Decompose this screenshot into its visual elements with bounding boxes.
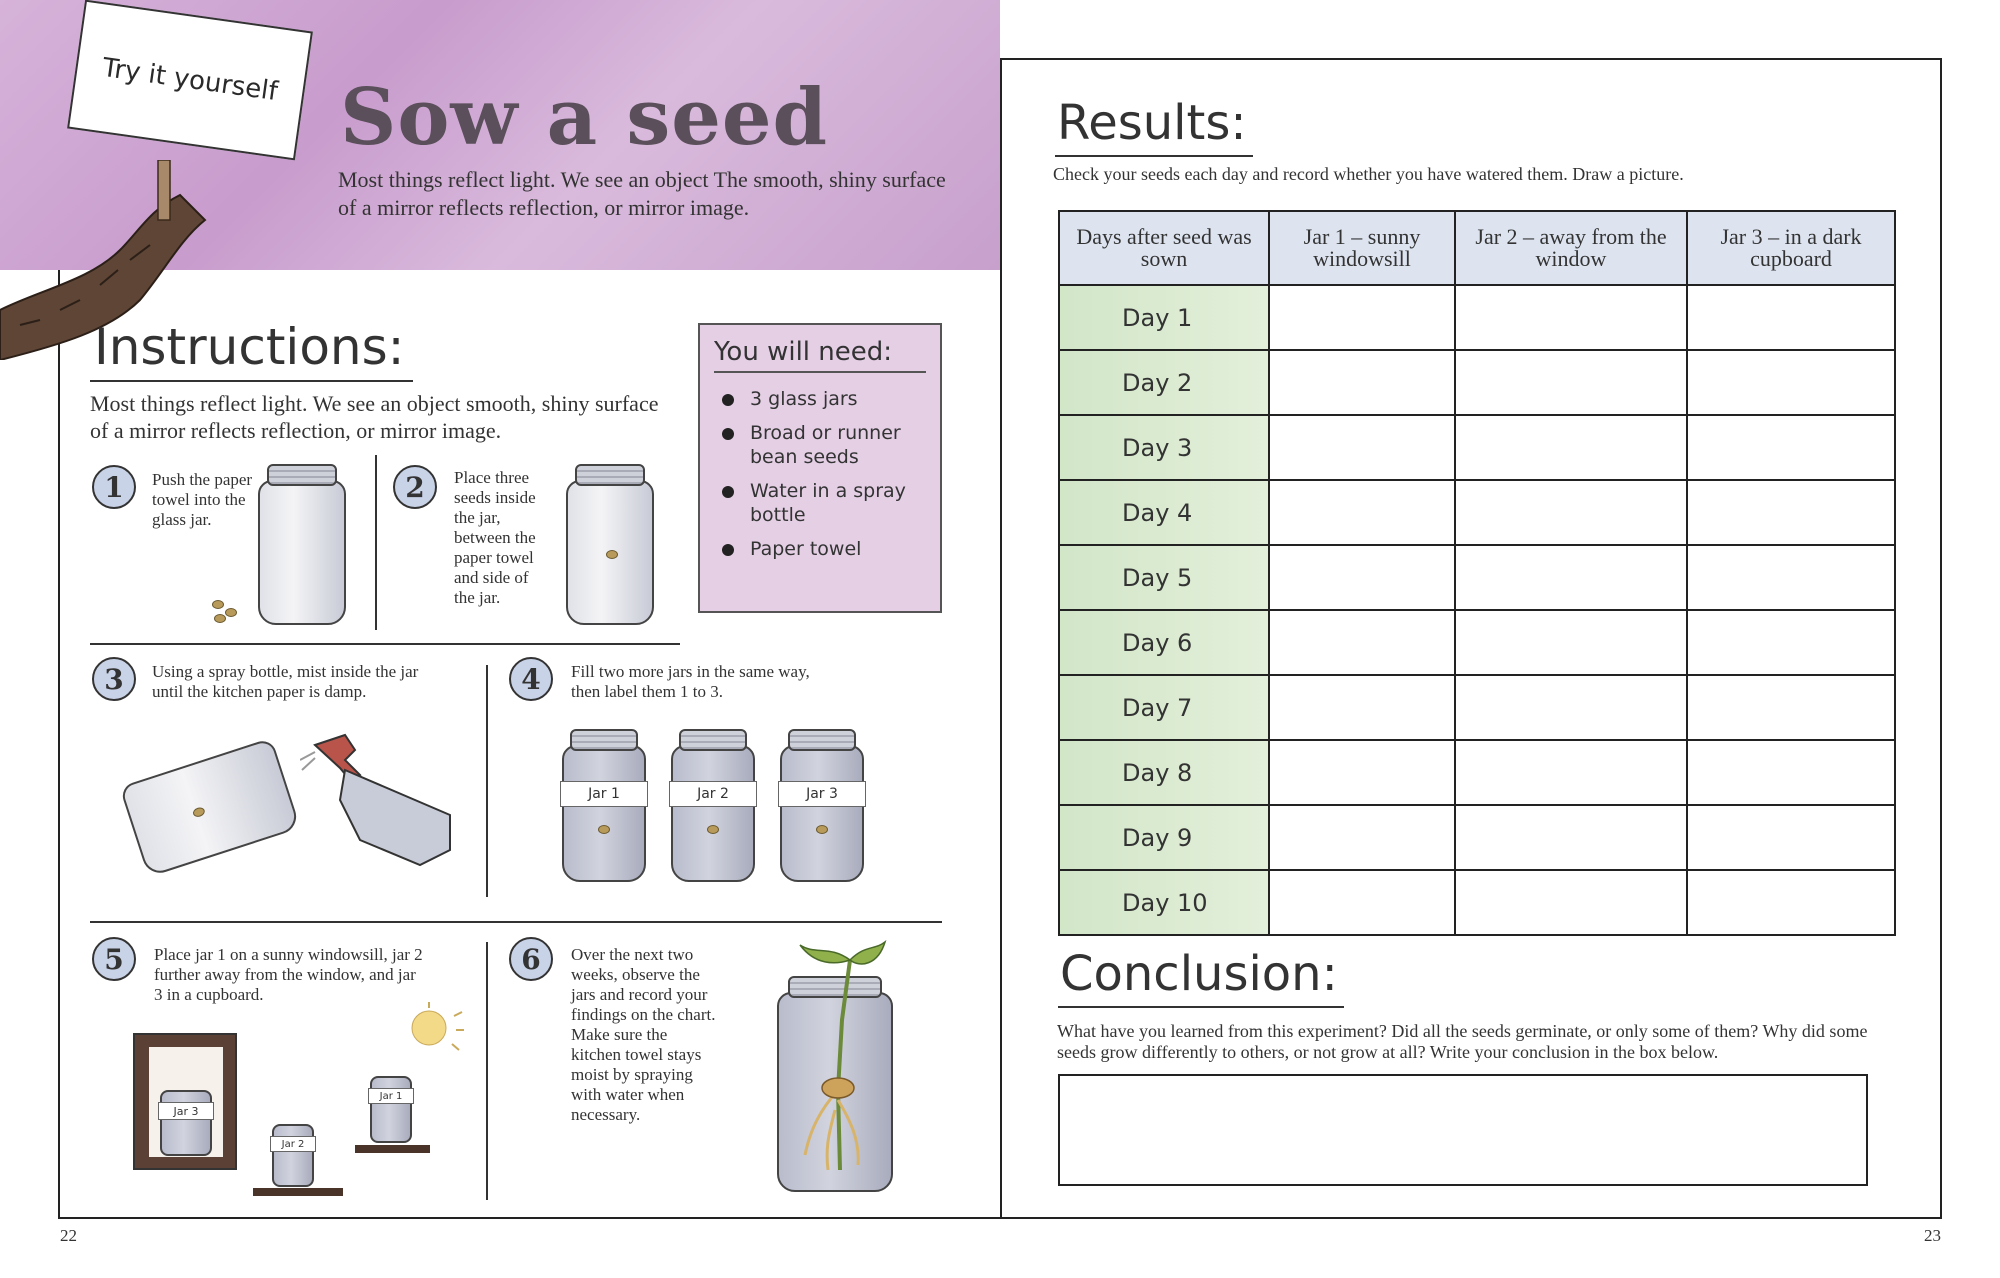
spray-bottle-illustration [300,730,470,870]
result-cell[interactable] [1455,480,1687,545]
result-cell[interactable] [1269,675,1455,740]
step-number: 2 [393,465,437,509]
result-cell[interactable] [1455,740,1687,805]
list-item: Water in a spray bottle [714,479,926,527]
step-number: 6 [509,937,553,981]
result-cell[interactable] [1455,285,1687,350]
step-text: Over the next two weeks, observe the jars and record your findings on the chart. Make sure the kitchen towel stays moist by spraying with water when necessary. [571,945,716,1124]
result-cell[interactable] [1269,870,1455,935]
you-will-need-box [698,323,942,613]
result-cell[interactable] [1455,675,1687,740]
results-table [1058,210,1896,936]
table-row [1059,480,1895,545]
page-number-right: 23 [1924,1226,1941,1245]
jar-label: Jar 2 [270,1136,316,1152]
you-will-need-heading: You will need: [714,337,926,373]
jar-illustration [566,480,654,625]
result-cell[interactable] [1269,350,1455,415]
result-cell[interactable] [1687,415,1895,480]
seed-illustration [214,614,226,623]
materials-list [714,387,926,561]
day-label: Day 7 [1059,675,1269,740]
step-divider [486,665,488,897]
result-cell[interactable] [1687,870,1895,935]
jar-illustration [780,745,864,882]
jar-label: Jar 1 [368,1088,414,1104]
column-header: Days after seed was sown [1059,211,1269,285]
conclusion-heading: Conclusion: [1058,946,1344,1008]
step-number: 1 [92,465,136,509]
day-label: Day 2 [1059,350,1269,415]
page-title: Sow a seed [340,72,829,163]
table-row [1059,415,1895,480]
step-divider [375,455,377,630]
result-cell[interactable] [1455,415,1687,480]
results-instructions: Check your seeds each day and record whether you have watered them. Draw a picture. [1053,164,1684,184]
seed-illustration [212,600,224,609]
day-label: Day 4 [1059,480,1269,545]
jar-illustration [671,745,755,882]
day-label: Day 9 [1059,805,1269,870]
instructions-heading: Instructions: [90,318,413,382]
day-label: Day 10 [1059,870,1269,935]
result-cell[interactable] [1269,805,1455,870]
result-cell[interactable] [1687,675,1895,740]
result-cell[interactable] [1455,805,1687,870]
day-label: Day 8 [1059,740,1269,805]
result-cell[interactable] [1269,480,1455,545]
result-cell[interactable] [1269,610,1455,675]
result-cell[interactable] [1455,350,1687,415]
step-text: Fill two more jars in the same way, then label them 1 to 3. [571,662,810,701]
step-number: 4 [509,657,553,701]
jar-label: Jar 1 [560,781,648,807]
shelf-illustration [355,1145,430,1153]
jar-label: Jar 3 [158,1102,214,1120]
jar-illustration [160,1090,212,1156]
table-row [1059,805,1895,870]
table-header-row [1059,211,1895,285]
table-row [1059,870,1895,935]
page-number-left: 22 [60,1226,77,1245]
result-cell[interactable] [1269,415,1455,480]
jar-label: Jar 3 [778,781,866,807]
result-cell[interactable] [1687,350,1895,415]
step-number: 3 [92,657,136,701]
table-row [1059,545,1895,610]
result-cell[interactable] [1455,870,1687,935]
sprouting-seed-illustration [780,940,890,1190]
jar-illustration [370,1076,412,1143]
table-row [1059,285,1895,350]
conclusion-instructions: What have you learned from this experiment? Did all the seeds germinate, or only some of them? Why did some seeds grow differently to others, or not grow at all? Write your conclusion in the box below. [1057,1021,1868,1062]
table-row [1059,740,1895,805]
result-cell[interactable] [1269,545,1455,610]
table-row [1059,350,1895,415]
sun-icon [396,1000,466,1060]
result-cell[interactable] [1687,805,1895,870]
results-heading: Results: [1055,95,1253,157]
step-text: Push the paper towel into the glass jar. [152,470,253,529]
result-cell[interactable] [1269,740,1455,805]
step-divider [486,942,488,1200]
result-cell[interactable] [1455,545,1687,610]
column-header: Jar 1 – sunny windowsill [1269,211,1455,285]
shelf-illustration [253,1188,343,1196]
step-text: Place jar 1 on a sunny windowsill, jar 2 further away from the window, and jar 3 in a cupboard. [154,945,423,1004]
day-label: Day 3 [1059,415,1269,480]
column-header: Jar 2 – away from the window [1455,211,1687,285]
conclusion-box[interactable] [1058,1074,1868,1186]
jar-label: Jar 2 [669,781,757,807]
list-item: Broad or runner bean seeds [714,421,926,469]
day-label: Day 6 [1059,610,1269,675]
result-cell[interactable] [1687,285,1895,350]
result-cell[interactable] [1455,610,1687,675]
step-text: Place three seeds inside the jar, between the paper towel and side of the jar. [454,468,536,607]
instructions-text: Most things reflect light. We see an object smooth, shiny surface of a mirror reflects reflection, or mirror image. [90,391,659,443]
seed-illustration [225,608,237,617]
intro-text: Most things reflect light. We see an object The smooth, shiny surface of a mirror reflects reflection, or mirror image. [338,167,946,220]
list-item: Paper towel [714,537,926,561]
day-label: Day 5 [1059,545,1269,610]
step-divider [90,643,680,645]
list-item: 3 glass jars [714,387,926,411]
result-cell[interactable] [1687,480,1895,545]
result-cell[interactable] [1687,610,1895,675]
column-header: Jar 3 – in a dark cupboard [1687,211,1895,285]
step-divider [90,921,942,923]
jar-illustration [258,480,346,625]
step-number: 5 [92,937,136,981]
result-cell[interactable] [1687,740,1895,805]
jar-illustration [272,1124,314,1187]
jar-illustration [562,745,646,882]
day-label: Day 1 [1059,285,1269,350]
result-cell[interactable] [1269,285,1455,350]
result-cell[interactable] [1687,545,1895,610]
step-text: Using a spray bottle, mist inside the jar until the kitchen paper is damp. [152,662,419,701]
table-row [1059,610,1895,675]
table-row [1059,675,1895,740]
try-it-yourself-sign: Try it yourself [67,0,313,160]
